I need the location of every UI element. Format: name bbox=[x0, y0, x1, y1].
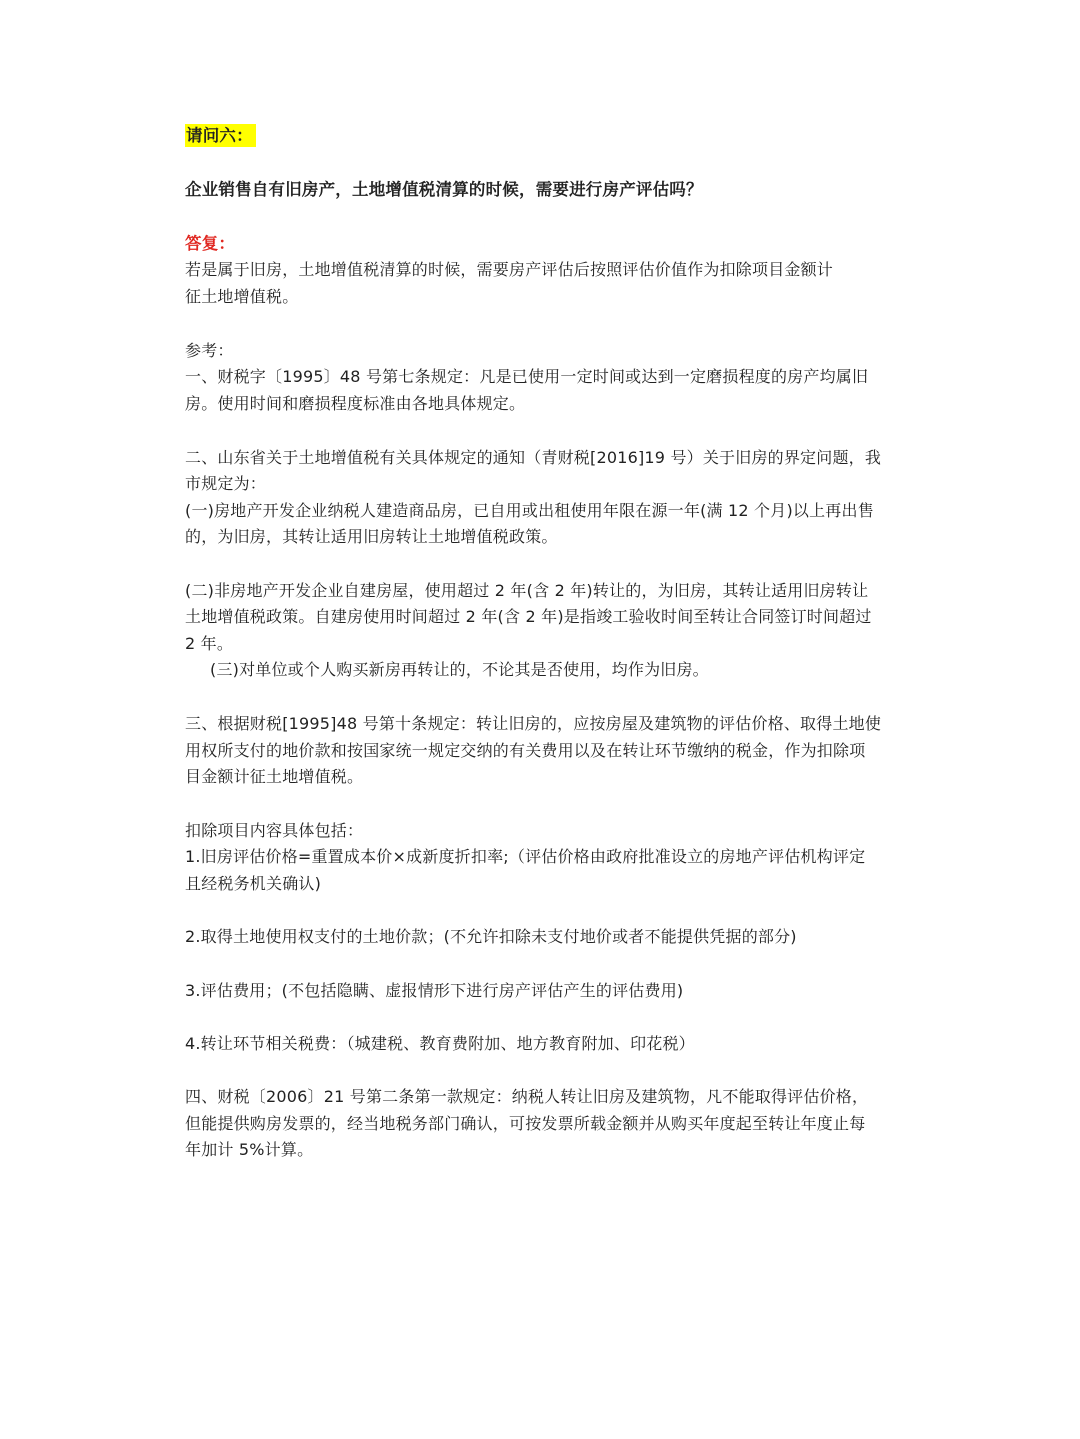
reference-item-2-sub-1: (一)房地产开发企业纳税人建造商品房，已自用或出租使用年限在源一年(满 12 个月)以上再出售 bbox=[185, 501, 874, 520]
reference-item-4: 但能提供购房发票的，经当地税务部门确认，可按发票所载金额并从购买年度起至转让年度止每 bbox=[185, 1114, 866, 1133]
question-heading bbox=[185, 124, 256, 148]
reference-item-2-sub-2: 2 年。 bbox=[185, 634, 234, 653]
answer-label: 答复： bbox=[185, 234, 236, 253]
question-label: 请问六： bbox=[185, 124, 256, 147]
reference-item-2-sub-2: 土地增值税政策。自建房使用时间超过 2 年(含 2 年)是指竣工验收时间至转让合同签订时间超过 bbox=[185, 607, 872, 626]
reference-item-1: 一、财税字〔1995〕48 号第七条规定：凡是已使用一定时间或达到一定磨损程度的房产均属旧 bbox=[185, 367, 869, 386]
deduction-item-2: 2.取得土地使用权支付的土地价款；(不允许扣除未支付地价或者不能提供凭据的部分) bbox=[185, 927, 797, 946]
reference-label: 参考： bbox=[185, 341, 234, 360]
reference-item-3: 用权所支付的地价款和按国家统一规定交纳的有关费用以及在转让环节缴纳的税金，作为扣除项 bbox=[185, 741, 866, 760]
reference-item-2: 二、山东省关于土地增值税有关具体规定的通知（青财税[2016]19 号）关于旧房的界定问题，我 bbox=[185, 448, 882, 467]
deduction-item-1: 且经税务机关确认) bbox=[185, 874, 322, 893]
reference-item-4: 年加计 5%计算。 bbox=[185, 1140, 314, 1159]
reference-item-2-sub-1: 的，为旧房，其转让适用旧房转让土地增值税政策。 bbox=[185, 527, 558, 546]
deduction-item-4: 4.转让环节相关税费：（城建税、教育费附加、地方教育附加、印花税） bbox=[185, 1034, 695, 1053]
answer-line: 征土地增值税。 bbox=[185, 287, 299, 306]
reference-item-4: 四、财税〔2006〕21 号第二条第一款规定：纳税人转让旧房及建筑物，凡不能取得评估价格， bbox=[185, 1087, 869, 1106]
question-text: 企业销售自有旧房产，土地增值税清算的时候，需要进行房产评估吗？ bbox=[185, 180, 703, 199]
reference-item-2-sub-3: (三)对单位或个人购买新房再转让的，不论其是否使用，均作为旧房。 bbox=[210, 660, 709, 679]
reference-item-2: 市规定为： bbox=[185, 474, 267, 493]
answer-line: 若是属于旧房，土地增值税清算的时候，需要房产评估后按照评估价值作为扣除项目金额计 bbox=[185, 260, 834, 279]
deduction-label: 扣除项目内容具体包括： bbox=[185, 821, 364, 840]
deduction-item-3: 3.评估费用；(不包括隐瞒、虚报情形下进行房产评估产生的评估费用) bbox=[185, 981, 684, 1000]
reference-item-3: 目金额计征土地增值税。 bbox=[185, 767, 364, 786]
deduction-item-1: 1.旧房评估价格=重置成本价×成新度折扣率;（评估价格由政府批准设立的房地产评估机构评定 bbox=[185, 847, 866, 866]
reference-item-1: 房。使用时间和磨损程度标准由各地具体规定。 bbox=[185, 394, 526, 413]
reference-item-2-sub-2: (二)非房地产开发企业自建房屋，使用超过 2 年(含 2 年)转让的，为旧房，其转让适用旧房转让 bbox=[185, 581, 869, 600]
reference-item-3: 三、根据财税[1995]48 号第十条规定：转让旧房的，应按房屋及建筑物的评估价格、取得土地使 bbox=[185, 714, 882, 733]
